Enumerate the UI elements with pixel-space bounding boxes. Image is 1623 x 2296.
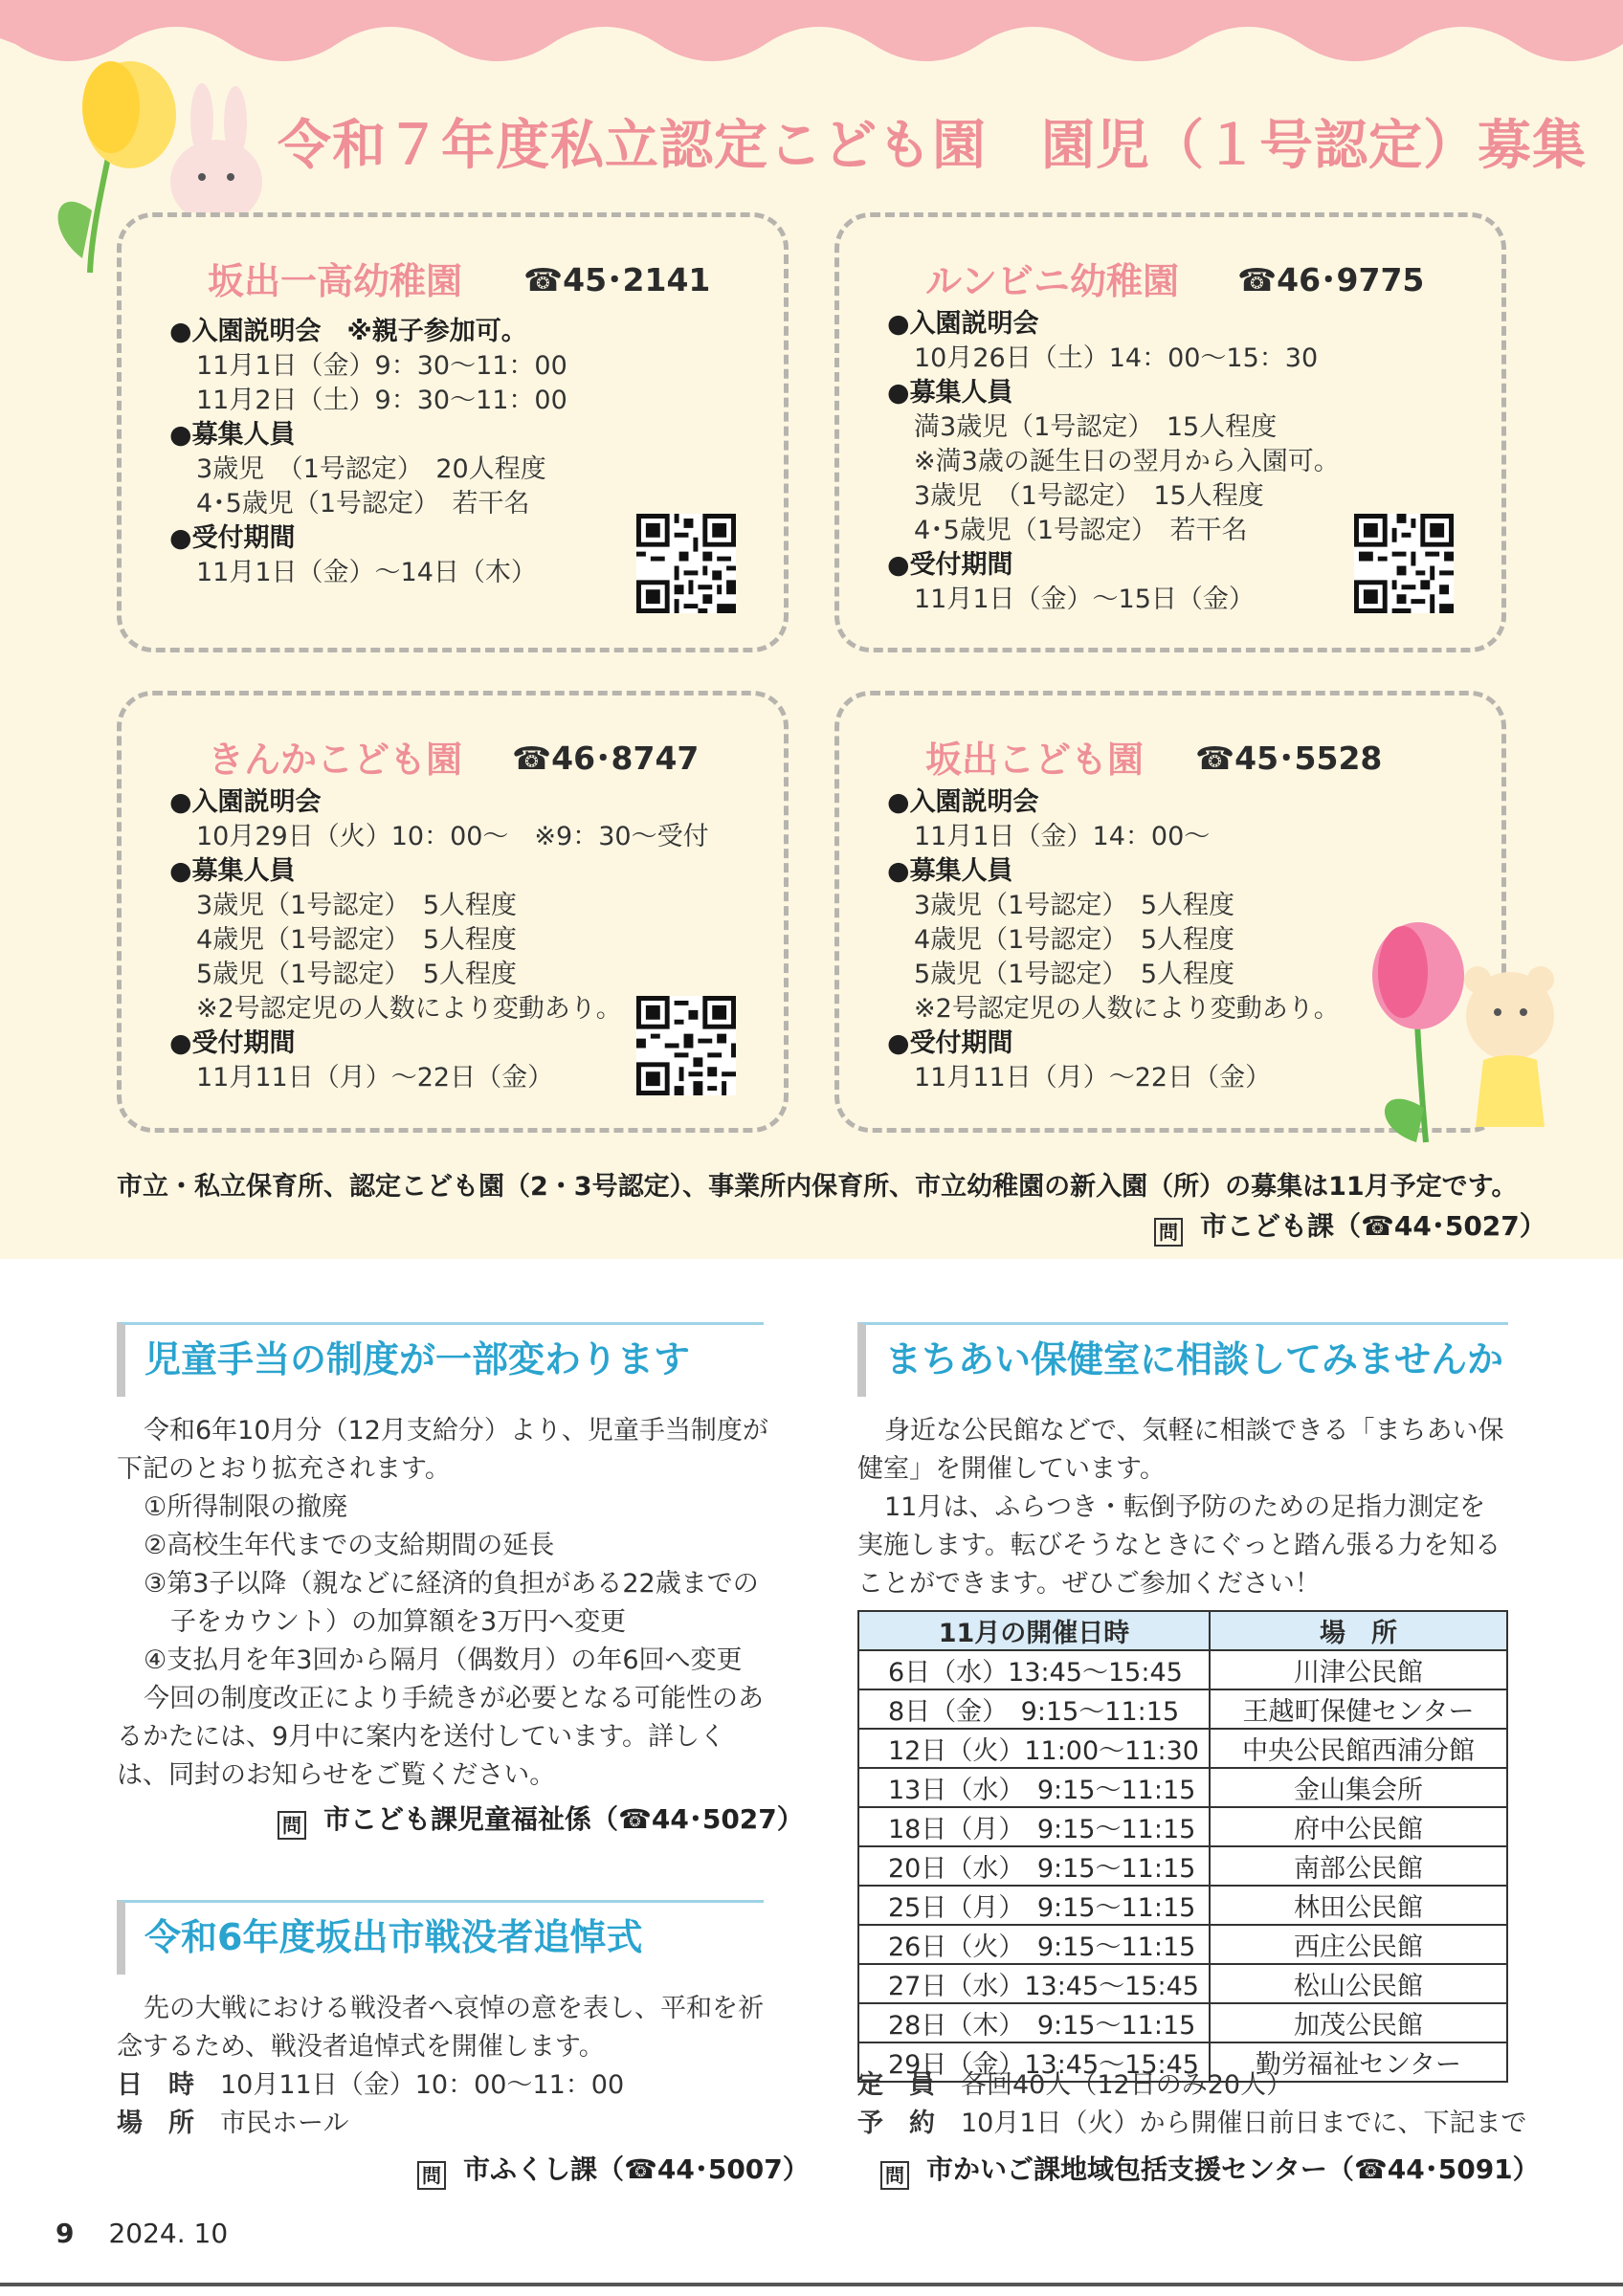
kindergarten-card-2: [834, 212, 1506, 652]
info-line: ※満3歳の誕生日の翌月から入園可。: [914, 447, 1340, 476]
table-cell-date: 20日（水） 9:15〜11:15: [858, 1846, 1210, 1886]
info-line: 3歳児 （1号認定） 20人程度: [196, 454, 546, 484]
child-allowance-body: [117, 1412, 771, 1795]
table-cell-place: 松山公民館: [1210, 1964, 1507, 2003]
kindergarten-card-1: [117, 212, 789, 652]
section-heading-memorial: 令和6年度坂出市戦没者追悼式: [117, 1900, 764, 1975]
info-heading: ● 入園説明会 ※親子参加可。: [169, 315, 567, 349]
info-line: 11月11日（月）〜22日（金）: [196, 1063, 554, 1093]
memorial-body: [117, 1990, 771, 2143]
kindergarten-name: 坂出こども園: [925, 739, 1145, 781]
table-cell-date: 29日（金）13:45〜15:45: [858, 2042, 1210, 2082]
table-cell-place: 中央公民館西浦分館: [1210, 1729, 1507, 1768]
info-line: 11月2日（土）9：30〜11：00: [196, 386, 567, 415]
info-line: 3歳児 （1号認定） 15人程度: [914, 481, 1264, 511]
kindergarten-name: ルンビニ幼稚園: [925, 260, 1180, 302]
table-cell-date: 13日（水） 9:15〜11:15: [858, 1768, 1210, 1807]
info-line: 4･5歳児（1号認定） 若干名: [914, 516, 1248, 545]
table-cell-place: 西庄公民館: [1210, 1925, 1507, 1964]
tulip-bear-illustration: [1349, 916, 1569, 1144]
info-heading: ● 受付期間: [887, 1027, 1340, 1061]
info-line: 11月1日（金）14：00〜: [914, 822, 1211, 851]
date-label: 日 時: [117, 2070, 194, 2100]
table-cell-place: 川津公民館: [1210, 1650, 1507, 1689]
list-item: ①所得制限の撤廃: [144, 1492, 348, 1522]
capacity-row: [857, 2066, 1527, 2105]
table-row: [858, 1650, 1507, 1689]
table-header: 場 所: [1210, 1611, 1507, 1650]
kindergarten-card-3: [117, 691, 789, 1133]
info-line: 11月11日（月）〜22日（金）: [914, 1063, 1272, 1093]
page-title: 令和７年度私立認定こども園 園児（１号認定）募集: [278, 115, 1587, 177]
info-heading: ● 入園説明会: [169, 785, 709, 820]
place-value: 市民ホール: [220, 2108, 349, 2138]
info-heading: ● 募集人員: [169, 418, 567, 453]
info-line: 11月1日（金）〜15日（金）: [914, 585, 1255, 614]
paragraph: 11月は、ふらつき・転倒予防のための足指力測定を実施します。転びそうなときにぐっと踏ん張る力を知ることができます。ぜひご参加ください！: [857, 1492, 1501, 1599]
place-label: 場 所: [117, 2108, 194, 2138]
info-line: 5歳児（1号認定） 5人程度: [914, 960, 1235, 989]
contact-text: 市かいご課地域包括支援センター（☎44･5091）: [926, 2153, 1540, 2185]
info-heading: ● 受付期間: [169, 521, 567, 556]
section-heading-health-room: まちあい保健室に相談してみませんか: [857, 1322, 1508, 1397]
table-cell-date: 28日（木） 9:15〜11:15: [858, 2003, 1210, 2042]
info-heading: ● 入園説明会: [887, 785, 1340, 820]
info-line: ※2号認定児の人数により変動あり。: [914, 994, 1340, 1024]
capacity-value: 各回40人（12日のみ20人）: [961, 2070, 1293, 2100]
page-footer: [56, 2218, 228, 2249]
inquiry-icon: 問: [278, 1811, 306, 1840]
info-line: 4･5歳児（1号認定） 若干名: [196, 489, 530, 519]
paragraph: 身近な公民館などで、気軽に相談できる「まちあい保健室」を開催しています。: [857, 1416, 1504, 1484]
contact-text: 市こども課（☎44･5027）: [1200, 1210, 1546, 1242]
health-room-details: [857, 2066, 1527, 2143]
info-line: 3歳児（1号認定） 5人程度: [196, 891, 518, 920]
paragraph: 令和6年10月分（12月支給分）より、児童手当制度が下記のとおり拡充されます。: [117, 1416, 768, 1484]
qr-code-icon[interactable]: [636, 996, 736, 1095]
health-room-body: [857, 1412, 1508, 1603]
paragraph: 先の大戦における戦没者へ哀悼の意を表し、平和を祈念するため、戦没者追悼式を開催します。: [117, 1994, 764, 2062]
list-item: ②高校生年代までの支給期間の延長: [144, 1531, 555, 1560]
info-line: 11月1日（金）〜14日（木）: [196, 558, 537, 587]
reserve-value: 10月1日（火）から開催日前日までに、下記まで: [961, 2108, 1527, 2138]
table-cell-date: 26日（火） 9:15〜11:15: [858, 1925, 1210, 1964]
table-row: [858, 1768, 1507, 1807]
info-line: 3歳児（1号認定） 5人程度: [914, 891, 1235, 920]
info-heading: ● 募集人員: [887, 376, 1340, 410]
health-room-contact: [880, 2149, 1540, 2190]
table-cell-date: 12日（火）11:00〜11:30: [858, 1729, 1210, 1768]
table-cell-date: 8日（金） 9:15〜11:15: [858, 1689, 1210, 1729]
info-line: 4歳児（1号認定） 5人程度: [196, 925, 518, 955]
contact-text: 市ふくし課（☎44･5007）: [463, 2153, 810, 2185]
table-cell-place: 金山集会所: [1210, 1768, 1507, 1807]
kindergarten-name: 坂出一高幼稚園: [208, 260, 463, 302]
table-cell-date: 25日（月） 9:15〜11:15: [858, 1886, 1210, 1925]
table-cell-place: 勤労福祉センター: [1210, 2042, 1507, 2082]
info-heading: ● 受付期間: [169, 1027, 709, 1061]
kindergarten-name: きんかこども園: [208, 739, 463, 781]
place-row: [117, 2105, 771, 2143]
recruitment-contact: [1154, 1205, 1546, 1247]
reserve-label: 予 約: [857, 2108, 935, 2138]
date-row: [117, 2066, 771, 2105]
paragraph: 今回の制度改正により手続きが必要となる可能性のあるかたには、9月中に案内を送付しています。詳しくは、同封のお知らせをご覧ください。: [117, 1684, 764, 1790]
info-heading: ● 受付期間: [887, 548, 1340, 583]
section-heading-child-allowance: 児童手当の制度が一部変わります: [117, 1322, 764, 1397]
table-row: [858, 1689, 1507, 1729]
reserve-row: [857, 2105, 1527, 2143]
info-line: 満3歳児（1号認定） 15人程度: [914, 412, 1278, 442]
footer-divider: [0, 2283, 1623, 2286]
schedule-table: [857, 1610, 1508, 2083]
info-line: 4歳児（1号認定） 5人程度: [914, 925, 1235, 955]
table-row: [858, 1886, 1507, 1925]
table-row: [858, 1846, 1507, 1886]
info-heading: ● 入園説明会: [887, 307, 1340, 342]
table-header-row: [858, 1611, 1507, 1650]
table-cell-date: 18日（月） 9:15〜11:15: [858, 1807, 1210, 1846]
kindergarten-phone: ☎46･9775: [1237, 261, 1425, 298]
info-line: 5歳児（1号認定） 5人程度: [196, 960, 518, 989]
table-cell-date: 6日（水）13:45〜15:45: [858, 1650, 1210, 1689]
kindergarten-phone: ☎45･5528: [1195, 740, 1383, 777]
contact-text: 市こども課児童福祉係（☎44･5027）: [323, 1803, 804, 1835]
issue-date: 2024. 10: [108, 2218, 229, 2249]
list-item: ④支払月を年3回から隔月（偶数月）の年6回へ変更: [144, 1645, 743, 1675]
table-row: [858, 1729, 1507, 1768]
info-line: 10月29日（火）10：00〜 ※9：30〜受付: [196, 822, 709, 851]
table-header: 11月の開催日時: [858, 1611, 1210, 1650]
table-cell-place: 林田公民館: [1210, 1886, 1507, 1925]
kindergarten-phone: ☎46･8747: [512, 740, 700, 777]
table-cell-place: 王越町保健センター: [1210, 1689, 1507, 1729]
table-row: [858, 1964, 1507, 2003]
info-heading: ● 募集人員: [887, 854, 1340, 889]
date-value: 10月11日（金）10：00〜11：00: [220, 2070, 625, 2100]
table-cell-date: 27日（水）13:45〜15:45: [858, 1964, 1210, 2003]
recruitment-note: 市立・私立保育所、認定こども園（2・3号認定）、事業所内保育所、市立幼稚園の新入園（所）の募集は11月予定です。: [117, 1172, 1518, 1202]
info-line: ※2号認定児の人数により変動あり。: [196, 994, 622, 1024]
list-item: ③第3子以降（親などに経済的負担がある22歳までの子をカウント）の加算額を3万円へ変更: [144, 1569, 759, 1637]
info-line: 11月1日（金）9：30〜11：00: [196, 351, 567, 381]
table-cell-place: 加茂公民館: [1210, 2003, 1507, 2042]
page-number: 9: [56, 2218, 75, 2249]
table-cell-place: 府中公民館: [1210, 1807, 1507, 1846]
table-row: [858, 1807, 1507, 1846]
table-row: [858, 1925, 1507, 1964]
qr-code-icon[interactable]: [1354, 514, 1454, 613]
memorial-contact: [417, 2149, 810, 2190]
table-cell-place: 南部公民館: [1210, 1846, 1507, 1886]
qr-code-icon[interactable]: [636, 514, 736, 613]
child-allowance-contact: [278, 1799, 804, 1840]
table-row: [858, 2003, 1507, 2042]
kindergarten-phone: ☎45･2141: [523, 261, 711, 298]
inquiry-icon: 問: [880, 2161, 909, 2190]
inquiry-icon: 問: [1154, 1218, 1183, 1247]
info-heading: ● 募集人員: [169, 854, 709, 889]
info-line: 10月26日（土）14：00〜15：30: [914, 343, 1319, 373]
capacity-label: 定 員: [857, 2070, 935, 2100]
inquiry-icon: 問: [417, 2161, 446, 2190]
